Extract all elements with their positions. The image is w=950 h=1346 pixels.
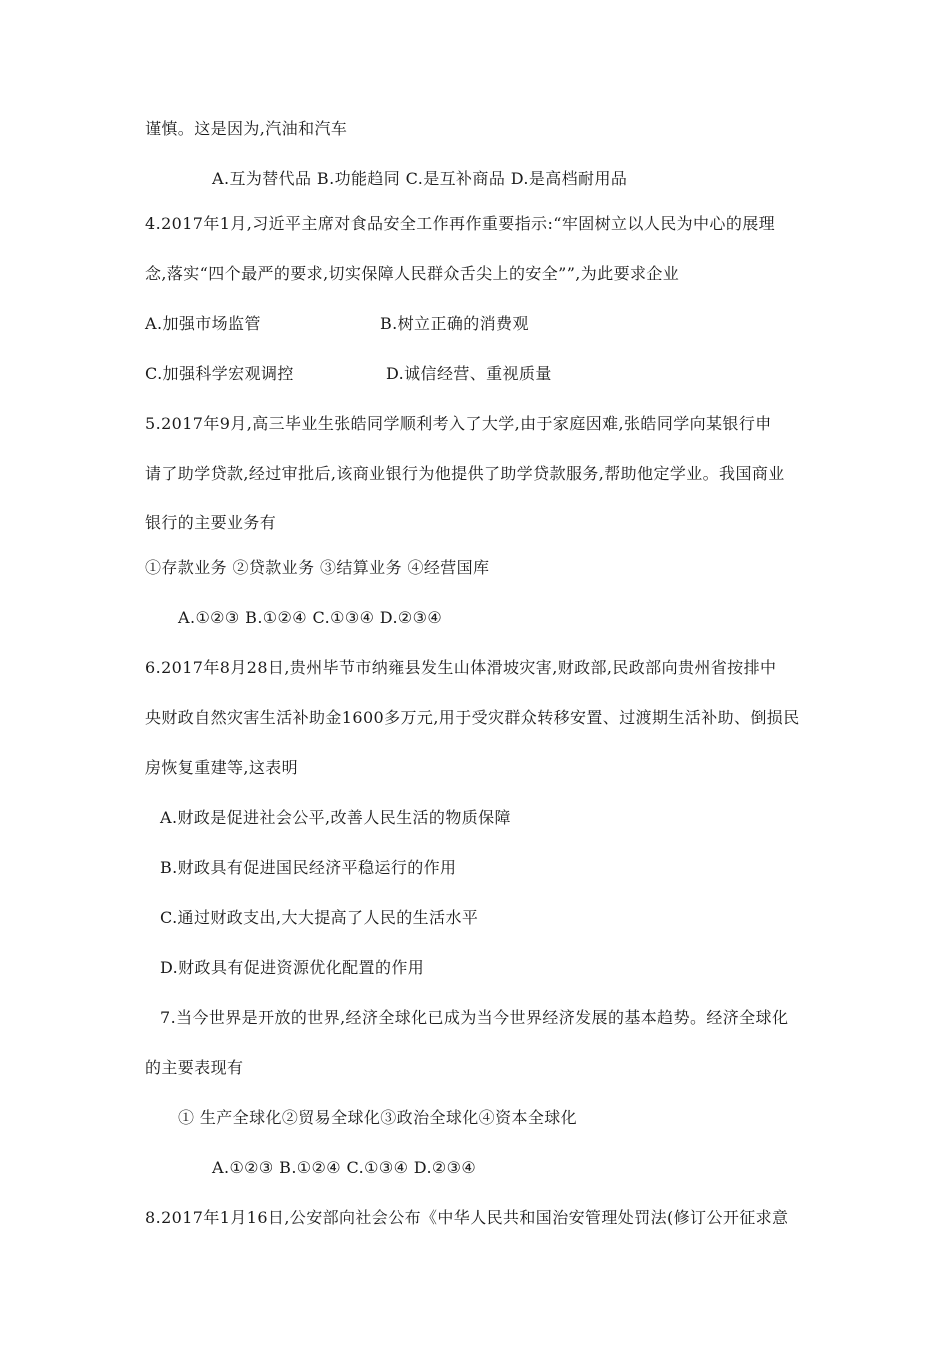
q7-stem-line-2: 的主要表现有: [145, 1058, 244, 1077]
q8-stem-line-1: 8.2017年1月16日,公安部向社会公布《中华人民共和国治安管理处罚法(修订公开征求意: [145, 1208, 789, 1227]
q3-options: A.互为替代品 B.功能趋同 C.是互补商品 D.是高档耐用品: [212, 169, 628, 188]
q4-option-b: B.树立正确的消费观: [380, 314, 529, 333]
q5-stem-line-3: 银行的主要业务有: [145, 513, 277, 532]
q5-stem-line-1: 5.2017年9月,高三毕业生张皓同学顺利考入了大学,由于家庭因难,张皓同学向某银行申: [145, 414, 772, 433]
q5-options: A.①②③ B.①②④ C.①③④ D.②③④: [178, 608, 443, 627]
q6-stem-line-1: 6.2017年8月28日,贵州毕节市纳雍县发生山体滑坡灾害,财政部,民政部向贵州省按排中: [145, 658, 777, 677]
q6-option-d: D.财政具有促进资源优化配置的作用: [160, 958, 425, 977]
q5-items: ①存款业务 ②贷款业务 ③结算业务 ④经营国库: [145, 558, 490, 577]
text-line-1: 谨慎。这是因为,汽油和汽车: [145, 119, 348, 138]
q6-stem-line-3: 房恢复重建等,这表明: [145, 758, 299, 777]
q7-options: A.①②③ B.①②④ C.①③④ D.②③④: [212, 1158, 477, 1177]
q5-stem-line-2: 请了助学贷款,经过审批后,该商业银行为他提供了助学贷款服务,帮助他定学业。我国商业: [145, 464, 785, 483]
q6-option-a: A.财政是促进社会公平,改善人民生活的物质保障: [160, 808, 511, 827]
q7-stem-line-1: 7.当今世界是开放的世界,经济全球化已成为当今世界经济发展的基本趋势。经济全球化: [160, 1008, 789, 1027]
q4-option-d: D.诚信经营、重视质量: [386, 364, 552, 383]
q4-stem-line-1: 4.2017年1月,习近平主席对食品安全工作再作重要指示:“牢固树立以人民为中心的展理: [145, 214, 776, 233]
q6-stem-line-2: 央财政自然灾害生活补助金1600多万元,用于受灾群众转移安置、过渡期生活补助、倒损民: [145, 708, 800, 727]
q4-option-c: C.加强科学宏观调控: [145, 364, 294, 383]
q4-option-a: A.加强市场监管: [145, 314, 261, 333]
q7-items: ① 生产全球化②贸易全球化③政治全球化④资本全球化: [178, 1108, 578, 1127]
q6-option-b: B.财政具有促进国民经济平稳运行的作用: [160, 858, 457, 877]
q4-stem-line-2: 念,落实“四个最严的要求,切实保障人民群众舌尖上的安全””,为此要求企业: [145, 264, 680, 283]
q6-option-c: C.通过财政支出,大大提高了人民的生活水平: [160, 908, 479, 927]
